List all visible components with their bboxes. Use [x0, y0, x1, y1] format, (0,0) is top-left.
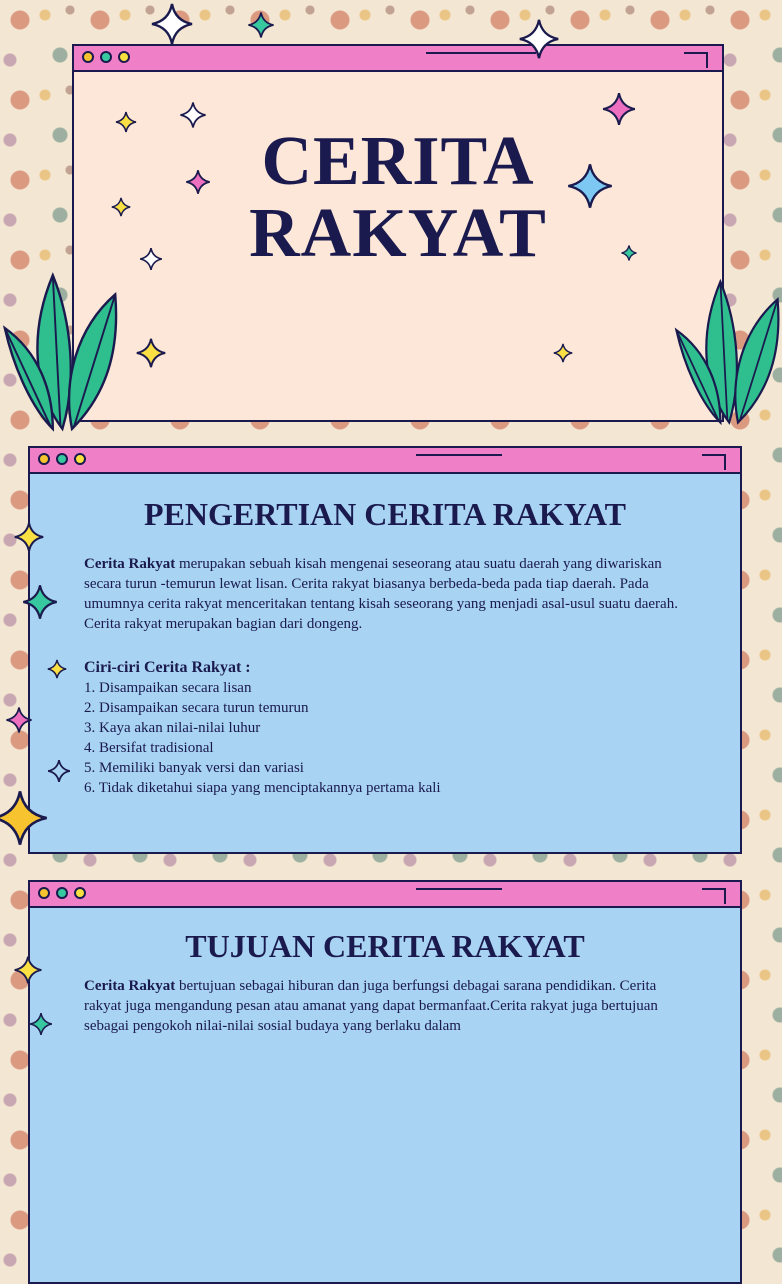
titlebar-line [416, 454, 502, 456]
sparkle-icon [12, 520, 46, 554]
sparkle-icon [134, 336, 168, 370]
sparkle-icon [46, 658, 68, 680]
titlebar-corner [702, 454, 726, 470]
definition-term: Cerita Rakyat [84, 556, 176, 572]
window-dot-yellow-light [74, 887, 86, 899]
window-dot-yellow [38, 453, 50, 465]
sparkle-icon [564, 160, 616, 212]
tujuan-paragraph [84, 976, 694, 1036]
sparkle-icon [20, 582, 60, 622]
sparkle-icon [110, 196, 132, 218]
sparkle-icon [516, 16, 562, 62]
list-item: 1. Disampaikan secara lisan [84, 680, 252, 696]
sparkle-icon [138, 246, 164, 272]
definition-paragraph [84, 554, 694, 634]
sparkle-icon [148, 0, 196, 48]
section-heading: PENGERTIAN CERITA RAKYAT [144, 496, 626, 532]
title-line-2: RAKYAT [249, 195, 547, 272]
tujuan-text: bertujuan sebagai hiburan dan juga berfungsi debagai sarana pendidikan. Cerita rakyat juga mengandung pesan atau amanat yang dapat bermanfaat.Cerita rakyat juga bertujuan sebagai pengokoh nilai-nilai sosial budaya yang berlaku dalam [84, 978, 658, 1034]
sparkle-icon [0, 786, 52, 850]
window-titlebar [74, 46, 722, 72]
sparkle-icon [114, 110, 138, 134]
section-heading: TUJUAN CERITA RAKYAT [185, 928, 585, 964]
sparkle-icon [178, 100, 208, 130]
ciri-heading: Ciri-ciri Cerita Rakyat : [84, 659, 251, 676]
sparkle-icon [620, 244, 638, 262]
tujuan-window [28, 880, 742, 1284]
sparkle-icon [4, 700, 34, 740]
titlebar-corner [684, 52, 708, 68]
sparkle-icon [184, 168, 212, 196]
plant-right-illustration [672, 272, 782, 434]
list-item: 5. Memiliki banyak versi dan variasi [84, 760, 304, 776]
list-item: 3. Kaya akan nilai-nilai luhur [84, 720, 261, 736]
sparkle-icon [246, 10, 276, 40]
list-item: 4. Bersifat tradisional [84, 740, 214, 756]
sparkle-icon [552, 342, 574, 364]
slide-title [0, 0, 768, 432]
slide-tujuan [0, 864, 768, 1034]
slide-pengertian [0, 432, 768, 864]
window-dot-yellow-light [74, 453, 86, 465]
title-line-1: CERITA [261, 123, 535, 200]
sparkle-icon [600, 90, 638, 128]
window-dot-yellow [38, 887, 50, 899]
window-dot-yellow-light [118, 51, 130, 63]
window-dot-green [56, 453, 68, 465]
window-dot-yellow [82, 51, 94, 63]
titlebar-line [416, 888, 502, 890]
sparkle-icon [28, 1004, 54, 1044]
sparkle-icon [46, 758, 72, 784]
window-dot-green [100, 51, 112, 63]
window-dot-green [56, 887, 68, 899]
pengertian-window [28, 446, 742, 854]
list-item: 2. Disampaikan secara turun temurun [84, 700, 309, 716]
window-titlebar [30, 882, 740, 908]
window-titlebar [30, 448, 740, 474]
definition-text: merupakan sebuah kisah mengenai seseorang atau suatu daerah yang diwariskan secara turun -temurun lewat lisan. Cerita rakyat biasanya berbeda-beda pada tiap daerah. Pada umumnya cerita rakyat menceritakan tentang kisah seseorang yang menjadi asal-usul suatu daerah. Cerita rakyat merupakan bagian dari dongeng. [84, 556, 678, 632]
sparkle-icon [12, 954, 44, 986]
list-item: 6. Tidak diketahui siapa yang menciptakannya pertama kali [84, 780, 441, 796]
titlebar-corner [702, 888, 726, 904]
tujuan-term: Cerita Rakyat [84, 978, 176, 994]
ciri-list [84, 678, 441, 798]
plant-left-illustration [0, 272, 120, 434]
